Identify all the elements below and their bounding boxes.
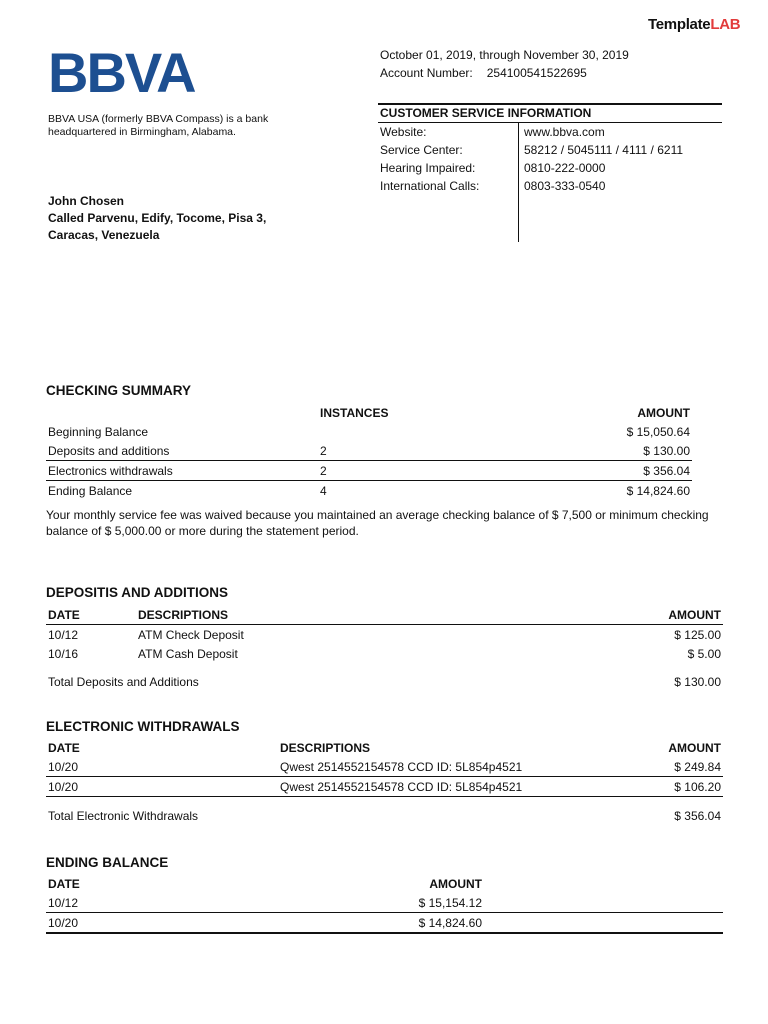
bank-tagline: BBVA USA (formerly BBVA Compass) is a bank headquartered in Birmingham, Alabama. bbox=[48, 113, 269, 138]
row-amount: $ 15,154.12 bbox=[350, 893, 484, 913]
total-amount: $ 356.04 bbox=[674, 809, 721, 823]
row-label: Ending Balance bbox=[48, 483, 133, 498]
col-date: DATE bbox=[46, 605, 136, 625]
cs-row-service-center bbox=[378, 141, 722, 159]
bbva-logo-icon bbox=[48, 44, 208, 98]
customer-service-title: CUSTOMER SERVICE INFORMATION bbox=[378, 103, 722, 123]
cs-row-international bbox=[378, 177, 722, 195]
row-date: 10/12 bbox=[46, 893, 350, 913]
row-date: 10/12 bbox=[48, 627, 79, 642]
table-row bbox=[46, 461, 692, 481]
row-amount: $ 106.20 bbox=[640, 777, 723, 797]
row-date: 10/20 bbox=[46, 777, 278, 797]
col-date: DATE bbox=[48, 876, 80, 891]
col-instances: INSTANCES bbox=[320, 405, 389, 420]
templatelab-watermark bbox=[648, 16, 740, 33]
row-amount: $ 130.00 bbox=[522, 441, 692, 461]
account-number-label: Account Number: bbox=[380, 66, 473, 80]
total-row bbox=[46, 797, 723, 824]
customer-address-line-2: Caracas, Venezuela bbox=[48, 228, 160, 242]
account-number: 254100541522695 bbox=[486, 66, 587, 80]
row-amount: $ 125.00 bbox=[674, 627, 721, 642]
row-instances: 4 bbox=[320, 483, 327, 498]
row-instances bbox=[318, 422, 522, 441]
row-date: 10/20 bbox=[46, 757, 278, 777]
col-date: DATE bbox=[48, 740, 80, 755]
watermark-suffix: LAB bbox=[710, 16, 741, 33]
table-header-row bbox=[46, 403, 692, 422]
table-row bbox=[46, 644, 723, 663]
cs-value: 58212 / 5045111 / 4111 / 6211 bbox=[524, 143, 684, 157]
row-amount: $ 356.04 bbox=[522, 461, 692, 481]
col-amount: AMOUNT bbox=[637, 405, 690, 420]
statement-period: October 01, 2019, through November 30, 2019 bbox=[380, 48, 629, 62]
deposits-table bbox=[46, 605, 723, 689]
row-amount: $ 14,824.60 bbox=[350, 913, 484, 934]
cs-label: International Calls: bbox=[380, 179, 480, 193]
row-amount: $ 5.00 bbox=[687, 646, 721, 661]
bbva-logo bbox=[48, 44, 208, 103]
table-row bbox=[46, 893, 723, 913]
row-label: Electronics withdrawals bbox=[46, 461, 318, 481]
table-header-row bbox=[46, 738, 723, 757]
total-row bbox=[46, 663, 723, 689]
row-instances: 2 bbox=[318, 461, 522, 481]
account-number-line bbox=[380, 64, 629, 82]
ending-balance-table bbox=[46, 874, 723, 934]
cs-value: 0810-222-0000 bbox=[524, 161, 606, 175]
withdrawals-title: ELECTRONIC WITHDRAWALS bbox=[46, 719, 240, 734]
statement-header bbox=[380, 46, 629, 82]
row-date: 10/16 bbox=[48, 646, 79, 661]
table-header-row bbox=[46, 605, 723, 625]
withdrawals-table bbox=[46, 738, 723, 823]
row-description: ATM Cash Deposit bbox=[138, 646, 238, 661]
watermark-prefix: Template bbox=[648, 16, 711, 33]
col-amount: AMOUNT bbox=[429, 876, 482, 891]
row-description: Qwest 2514552154578 CCD ID: 5L854p4521 bbox=[278, 777, 640, 797]
total-label: Total Electronic Withdrawals bbox=[48, 809, 199, 823]
table-row bbox=[46, 441, 692, 461]
ending-balance-title: ENDING BALANCE bbox=[46, 855, 169, 870]
customer-service-panel bbox=[378, 103, 722, 195]
bbva-logo-text: BBVA bbox=[48, 44, 195, 98]
table-row bbox=[46, 625, 723, 645]
cs-value: 0803-333-0540 bbox=[524, 179, 606, 193]
cs-value: www.bbva.com bbox=[524, 125, 605, 139]
row-description: ATM Check Deposit bbox=[138, 627, 244, 642]
row-amount: $ 249.84 bbox=[640, 757, 723, 777]
table-row bbox=[46, 913, 723, 934]
cs-label: Hearing Impaired: bbox=[380, 161, 476, 175]
customer-address bbox=[48, 193, 266, 244]
row-description: Qwest 2514552154578 CCD ID: 5L854p4521 bbox=[278, 757, 640, 777]
deposits-title: DEPOSITIS AND ADDITIONS bbox=[46, 585, 229, 600]
row-amount: $ 14,824.60 bbox=[626, 483, 690, 498]
cs-row-website bbox=[378, 123, 722, 141]
table-row bbox=[46, 777, 723, 797]
table-row bbox=[46, 422, 692, 441]
total-amount: $ 130.00 bbox=[674, 675, 721, 689]
col-amount: AMOUNT bbox=[668, 740, 721, 755]
col-descriptions: DESCRIPTIONS bbox=[280, 740, 371, 755]
customer-service-divider bbox=[518, 122, 519, 242]
customer-address-line-1: Called Parvenu, Edify, Tocome, Pisa 3, bbox=[48, 211, 267, 225]
cs-label: Service Center: bbox=[380, 143, 463, 157]
service-fee-note: Your monthly service fee was waived because you maintained an average checking balance of $ 7,500 or minimum checking balance of $ 5,000.00 or more during the statement period. bbox=[46, 508, 709, 538]
customer-name: John Chosen bbox=[48, 194, 125, 208]
checking-summary-table bbox=[46, 403, 692, 500]
cs-label: Website: bbox=[380, 125, 427, 139]
row-amount: $ 15,050.64 bbox=[626, 424, 690, 439]
checking-summary-title: CHECKING SUMMARY bbox=[46, 383, 191, 398]
table-row bbox=[46, 481, 692, 501]
total-label: Total Deposits and Additions bbox=[48, 675, 199, 689]
row-label: Deposits and additions bbox=[46, 441, 318, 461]
row-label: Beginning Balance bbox=[48, 424, 149, 439]
col-amount: AMOUNT bbox=[523, 605, 723, 625]
table-header-row bbox=[46, 874, 723, 893]
table-row bbox=[46, 757, 723, 777]
row-date: 10/20 bbox=[46, 913, 350, 934]
col-descriptions: DESCRIPTIONS bbox=[136, 605, 523, 625]
row-instances: 2 bbox=[318, 441, 522, 461]
cs-row-hearing-impaired bbox=[378, 159, 722, 177]
